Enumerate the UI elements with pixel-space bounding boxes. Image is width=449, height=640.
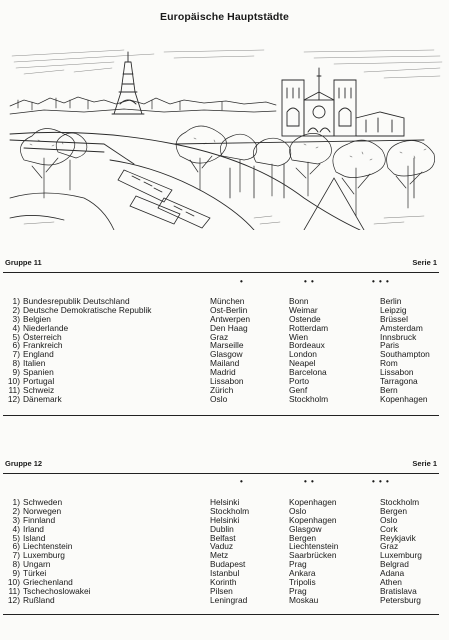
- marker-one-dot: •: [240, 277, 244, 286]
- item-number: 7): [12, 349, 20, 360]
- country-name: Finnland: [23, 514, 56, 525]
- city-option: Pilsen: [210, 585, 233, 596]
- skyline: [10, 97, 276, 114]
- item-number: 2): [12, 505, 20, 516]
- city-option: Stockholm: [289, 393, 329, 404]
- city-option: München: [210, 296, 245, 306]
- item-number: 8): [12, 559, 20, 570]
- city-option: Lissabon: [210, 376, 244, 387]
- city-option: Genf: [289, 384, 308, 395]
- marker-three-dots: • • •: [372, 277, 390, 286]
- item-number: 12): [7, 594, 20, 605]
- city-option: Mailand: [210, 358, 240, 369]
- city-option: Ostende: [289, 313, 321, 324]
- series-label: Serie 1: [412, 258, 437, 267]
- paris-illustration: [4, 48, 446, 230]
- sky-hatching: [12, 50, 442, 78]
- divider: [3, 415, 439, 416]
- country-name: Ungarn: [23, 559, 51, 570]
- group-12-option-one-column: [210, 498, 249, 605]
- city-option: Bratislava: [380, 585, 417, 596]
- city-option: Neapel: [289, 358, 316, 369]
- group-11-header: [5, 258, 437, 270]
- city-option: Tarragona: [380, 376, 418, 387]
- list-item: [3, 596, 91, 605]
- item-number: 11): [8, 585, 20, 596]
- city-option: Amsterdam: [380, 322, 423, 333]
- item-number: 8): [12, 358, 20, 369]
- city-option: Helsinki: [210, 514, 240, 525]
- city-option: Weimar: [289, 304, 318, 315]
- country-name: Deutsche Demokratische Republik: [23, 304, 152, 315]
- item-number: 10): [7, 577, 20, 588]
- city-option: Cork: [380, 523, 398, 534]
- city-option: Liechtenstein: [289, 541, 339, 552]
- group-11-country-column: [3, 297, 151, 404]
- city-option: Ost-Berlin: [210, 304, 248, 315]
- item-number: 6): [12, 541, 20, 552]
- city-option: Vaduz: [210, 541, 234, 552]
- country-name: Irland: [23, 523, 44, 534]
- list-item: [3, 395, 151, 404]
- city-option: Barcelona: [289, 367, 327, 378]
- city-option: Belfast: [210, 532, 236, 543]
- group-12-option-three-column: [380, 498, 422, 605]
- item-number: 11): [8, 384, 20, 395]
- country-name: England: [23, 349, 54, 360]
- country-name: Türkei: [23, 568, 47, 579]
- city-option: London: [289, 349, 317, 360]
- city-option: Korinth: [210, 577, 237, 588]
- city-option: Oslo: [289, 505, 307, 516]
- country-name: Niederlande: [23, 322, 69, 333]
- series-label: Serie 1: [412, 459, 437, 468]
- city-option: Helsinki: [210, 497, 240, 507]
- city-option: Oslo: [380, 514, 398, 525]
- city-option: Leipzig: [380, 304, 407, 315]
- country-name: Schweden: [23, 497, 63, 507]
- eiffel-tower-icon: [112, 52, 144, 114]
- city-option: Bergen: [289, 532, 317, 543]
- city-option: Porto: [289, 376, 310, 387]
- country-name: Frankreich: [23, 340, 63, 351]
- item-number: 9): [12, 367, 20, 378]
- barges: [118, 170, 210, 228]
- foreground: [10, 158, 414, 230]
- city-option: Stockholm: [380, 497, 420, 507]
- city-option: Adana: [380, 568, 405, 579]
- city-option: Dublin: [210, 523, 234, 534]
- city-option: Budapest: [210, 559, 246, 570]
- city-option: Graz: [380, 541, 399, 552]
- city-option: Madrid: [210, 367, 236, 378]
- group-11-option-one-column: [210, 297, 250, 404]
- item-number: 9): [12, 568, 20, 579]
- city-option: Wien: [289, 331, 309, 342]
- city-option: Paris: [380, 340, 400, 351]
- city-option: Oslo: [210, 393, 228, 404]
- notre-dame-icon: [282, 68, 404, 136]
- marker-two-dots: • •: [304, 277, 315, 286]
- city-option: Rotterdam: [289, 322, 329, 333]
- divider: [3, 272, 439, 273]
- city-option: Athen: [380, 577, 402, 588]
- city-option: Marseille: [210, 340, 244, 351]
- item-number: 3): [12, 313, 20, 324]
- city-option: Ankara: [289, 568, 316, 579]
- group-12-header: [5, 459, 437, 471]
- ground-scribbles: [24, 216, 424, 224]
- country-name: Österreich: [23, 331, 62, 342]
- country-name: Rußland: [23, 594, 55, 605]
- group-name: Gruppe 12: [5, 459, 43, 468]
- city-option: Glasgow: [289, 523, 322, 534]
- city-option: Graz: [210, 331, 229, 342]
- country-name: Dänemark: [23, 393, 62, 404]
- city-option: Leningrad: [210, 594, 248, 605]
- city-option: Kopenhagen: [380, 393, 428, 404]
- group-12-option-two-column: [289, 498, 338, 605]
- country-name: Spanien: [23, 367, 54, 378]
- item-number: 5): [12, 331, 20, 342]
- city-option: Glasgow: [210, 349, 243, 360]
- country-name: Luxemburg: [23, 550, 65, 561]
- group-12-country-column: [3, 498, 91, 605]
- city-option: Bergen: [380, 505, 408, 516]
- trees: [20, 126, 434, 216]
- city-option: Kopenhagen: [289, 497, 337, 507]
- country-name: Bundesrepublik Deutschland: [23, 296, 130, 306]
- page-title: Europäische Hauptstädte: [160, 11, 289, 23]
- country-name: Belgien: [23, 313, 51, 324]
- item-number: 10): [7, 376, 20, 387]
- city-option: Berlin: [380, 296, 402, 306]
- city-option: Rom: [380, 358, 398, 369]
- item-number: 3): [12, 514, 20, 525]
- city-option: Brüssel: [380, 313, 408, 324]
- city-option: Southampton: [380, 349, 430, 360]
- city-option: Saarbrücken: [289, 550, 337, 561]
- city-option: Bordeaux: [289, 340, 325, 351]
- city-option: Prag: [289, 559, 307, 570]
- city-option: Den Haag: [210, 322, 248, 333]
- city-option: Moskau: [289, 594, 319, 605]
- item-number: 5): [12, 532, 20, 543]
- country-name: Italien: [23, 358, 46, 369]
- country-name: Liechtenstein: [23, 541, 73, 552]
- city-option: Innsbruck: [380, 331, 417, 342]
- city-option: Petersburg: [380, 594, 421, 605]
- city-option: Istanbul: [210, 568, 240, 579]
- item-number: 2): [12, 304, 20, 315]
- city-option: Belgrad: [380, 559, 409, 570]
- divider: [3, 473, 439, 474]
- item-number: 6): [12, 340, 20, 351]
- country-name: Norwegen: [23, 505, 62, 516]
- item-number: 7): [12, 550, 20, 561]
- city-option: Lissabon: [380, 367, 414, 378]
- item-number: 1): [12, 296, 20, 306]
- city-option: Bern: [380, 384, 398, 395]
- city-option: Tripolis: [289, 577, 316, 588]
- river-quay: [10, 132, 424, 230]
- divider: [3, 614, 439, 615]
- city-option: Stockholm: [210, 505, 250, 516]
- country-name: Island: [23, 532, 46, 543]
- city-option: Luxemburg: [380, 550, 422, 561]
- item-number: 4): [12, 523, 20, 534]
- city-option: Kopenhagen: [289, 514, 337, 525]
- item-number: 4): [12, 322, 20, 333]
- country-name: Portugal: [23, 376, 55, 387]
- city-option: Bonn: [289, 296, 309, 306]
- item-number: 1): [12, 497, 20, 507]
- city-option: Prag: [289, 585, 307, 596]
- marker-three-dots: • • •: [372, 477, 390, 486]
- country-name: Tschechoslowakei: [23, 585, 91, 596]
- city-option: Reykjavik: [380, 532, 416, 543]
- marker-two-dots: • •: [304, 477, 315, 486]
- item-number: 12): [7, 393, 20, 404]
- group-11-option-three-column: [380, 297, 430, 404]
- marker-one-dot: •: [240, 477, 244, 486]
- group-11-option-two-column: [289, 297, 328, 404]
- country-name: Schweiz: [23, 384, 55, 395]
- city-option: Antwerpen: [210, 313, 251, 324]
- city-option: Metz: [210, 550, 229, 561]
- group-name: Gruppe 11: [5, 258, 42, 267]
- city-option: Zürich: [210, 384, 234, 395]
- country-name: Griechenland: [23, 577, 73, 588]
